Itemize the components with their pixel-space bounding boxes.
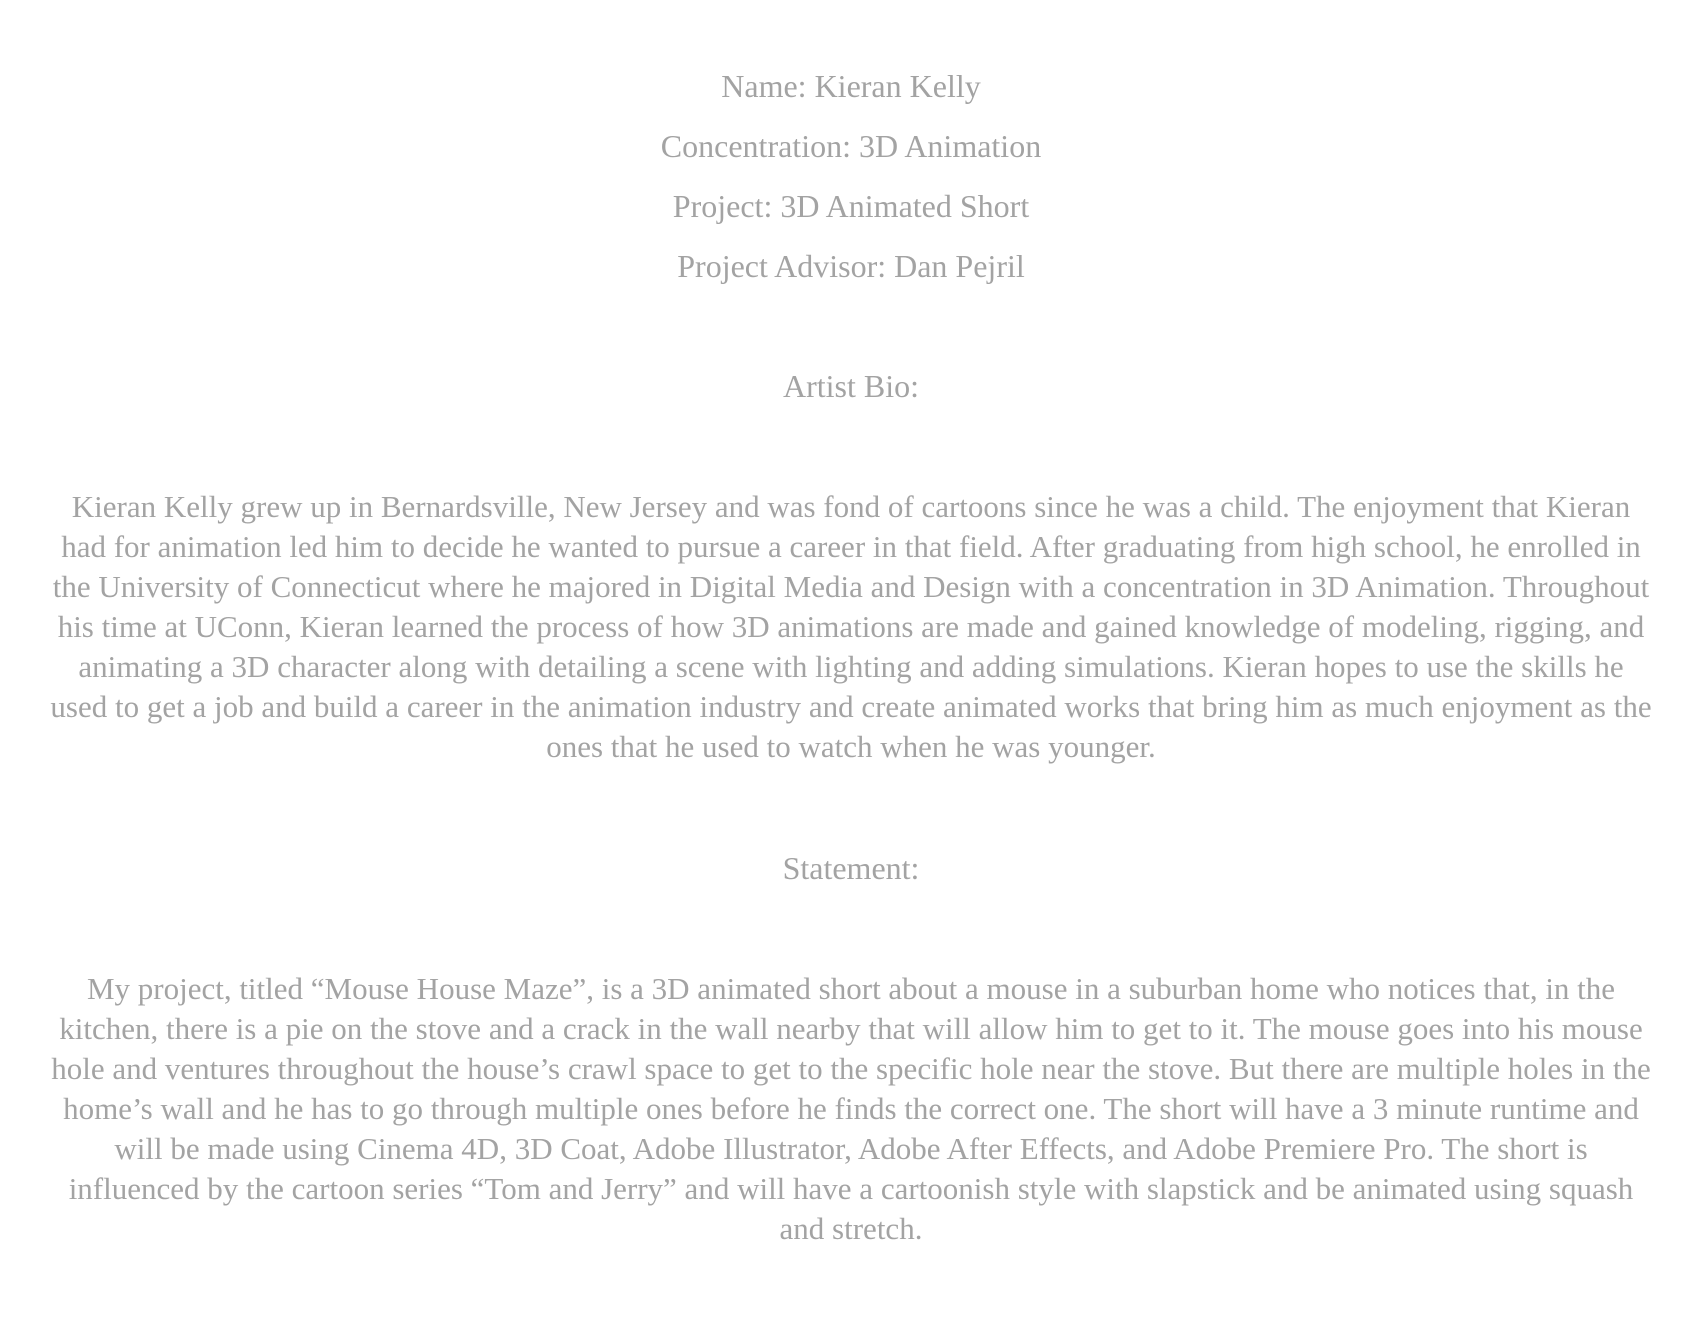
project-advisor: Project Advisor: Dan Pejril <box>677 248 1025 284</box>
statement-heading: Statement: <box>782 850 920 886</box>
artist-name: Name: Kieran Kelly <box>721 68 981 104</box>
project-title: Project: 3D Animated Short <box>672 188 1030 224</box>
concentration: Concentration: 3D Animation <box>660 128 1042 164</box>
statement-paragraph: My project, titled “Mouse House Maze”, is a 3D animated short about a mouse in a suburban home who notices that, in the kitchen, there is a pie on the stove and a crack in the wall nearby that will allow him to get to it. The mouse goes into his mouse hole and ventures throughout the house’s crawl space to get to the specific hole near the stove. But there are multiple holes in the home’s wall and he has to go through multiple ones before he finds the correct one. The short will have a 3 minute runtime and will be made using Cinema 4D, 3D Coat, Adobe Illustrator, Adobe After Effects, and Adobe Premiere Pro. The short is influenced by the cartoon series “Tom and Jerry” and will have a cartoonish style with slapstick and be animated using squash and stretch. <box>51 971 1651 1246</box>
bio-paragraph: Kieran Kelly grew up in Bernardsville, New Jersey and was fond of cartoons since he was a child. The enjoyment that Kieran had for animation led him to decide he wanted to pursue a career in that field. After graduating from high school, he enrolled in the University of Connecticut where he majored in Digital Media and Design with a concentration in 3D Animation. Throughout his time at UConn, Kieran learned the process of how 3D animations are made and gained knowledge of modeling, rigging, and animating a 3D character along with detailing a scene with lighting and adding simulations. Kieran hopes to use the skills he used to get a job and build a career in the animation industry and create animated works that bring him as much enjoyment as the ones that he used to watch when he was younger. <box>50 489 1652 764</box>
bio-heading: Artist Bio: <box>782 368 919 404</box>
